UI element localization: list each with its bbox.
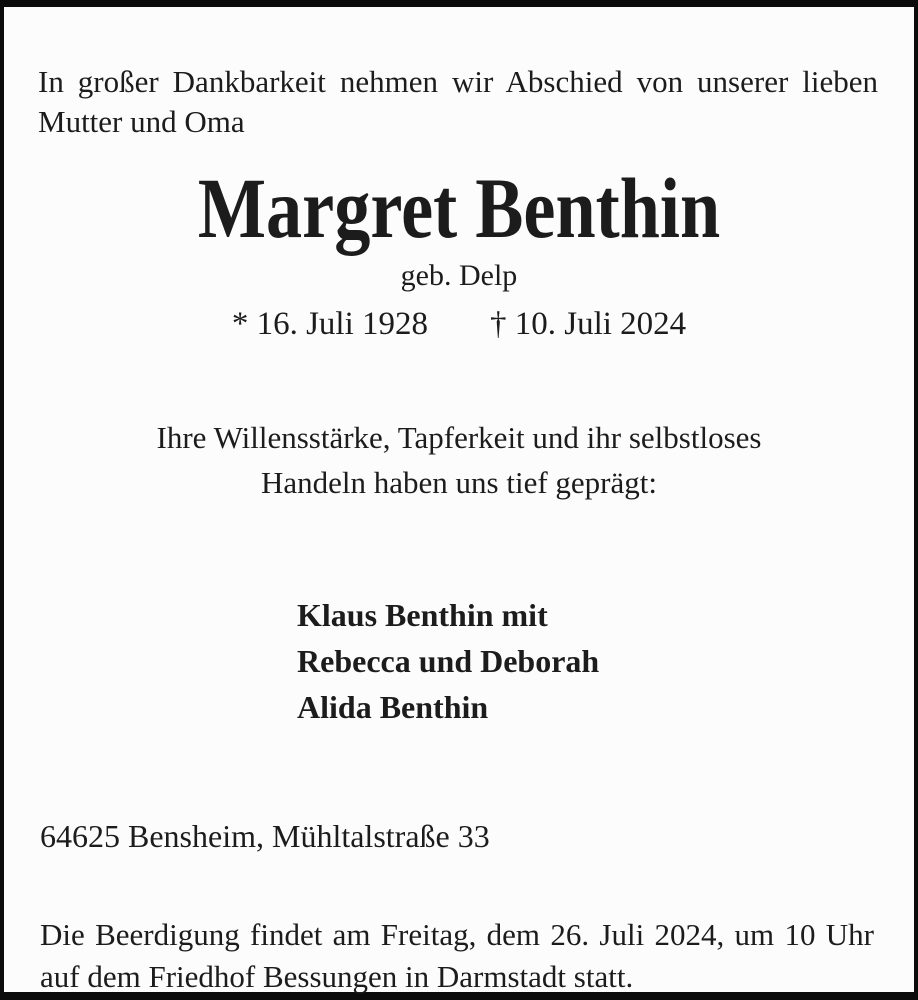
birth-date: * 16. Juli 1928 [231, 306, 428, 342]
mourner-line: Klaus Benthin mit [297, 597, 548, 633]
address-line: 64625 Bensheim, Mühltalstraße 33 [40, 818, 490, 854]
funeral-info: Die Beerdigung findet am Freitag, dem 26. Juli 2024, um 10 Uhr auf dem Friedhof Bessungen in Darmstadt statt. [40, 917, 874, 994]
maiden-name: geb. Delp [400, 259, 518, 292]
mourner-line: Alida Benthin [297, 689, 489, 725]
life-dates [4, 305, 914, 345]
mourner-line: Rebecca und Deborah [297, 643, 600, 679]
tribute-text [4, 415, 914, 505]
deceased-name: Margret Benthin [197, 160, 721, 256]
mourners-list [297, 592, 599, 730]
death-date: † 10. Juli 2024 [490, 306, 687, 342]
tribute-line: Handeln haben uns tief geprägt: [261, 465, 657, 500]
intro-text: In großer Dankbarkeit nehmen wir Abschied von unserer lieben Mutter und Oma [38, 64, 878, 139]
tribute-line: Ihre Willensstärke, Tapferkeit und ihr selbstloses [156, 420, 762, 455]
